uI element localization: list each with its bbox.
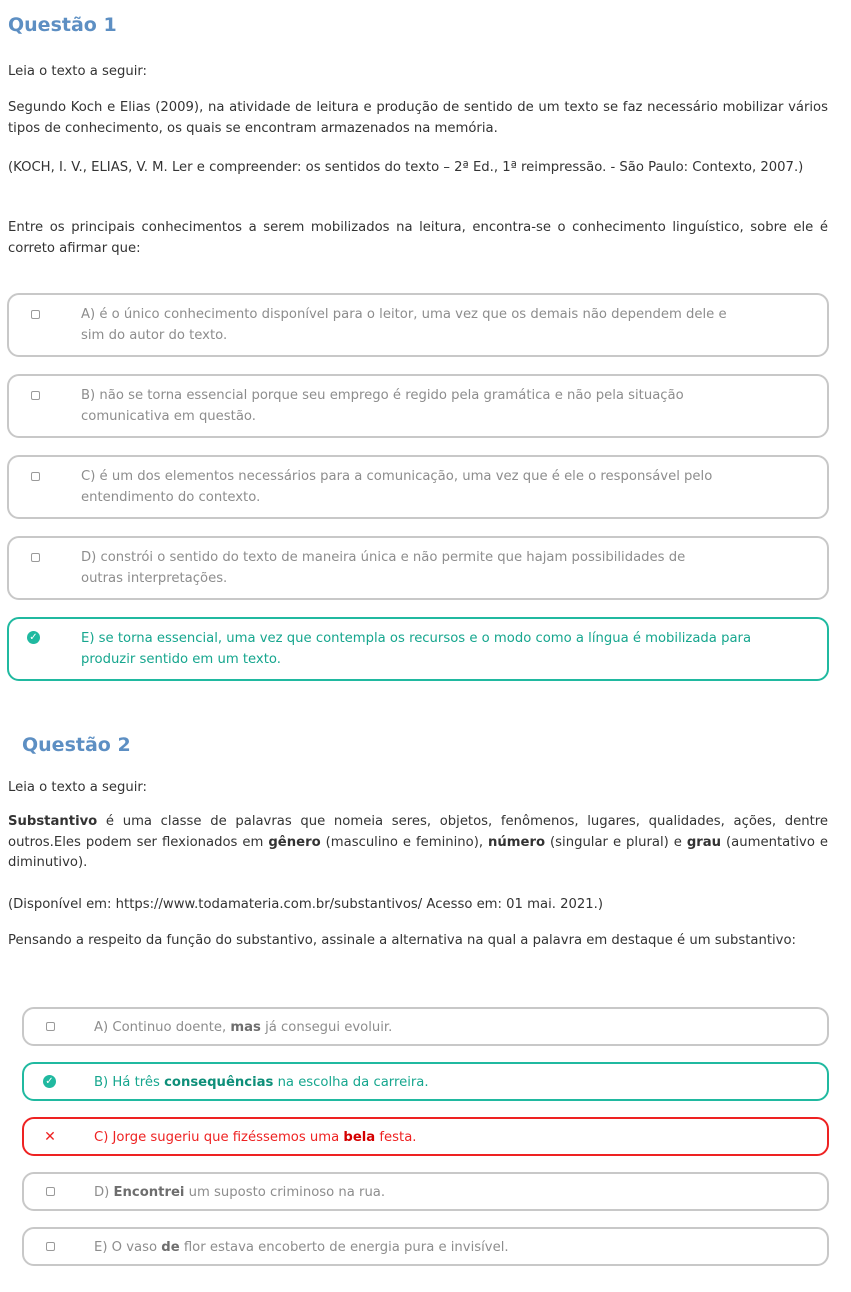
check-circle-icon: ✓ <box>43 1075 56 1088</box>
question-2-citation: (Disponível em: https://www.todamateria.com.br/substantivos/ Acesso em: 01 mai. 2021.) <box>8 897 604 912</box>
option-label: A) é o único conhecimento disponível para o leitor, uma vez que os demais não dependem dele e sim do autor do texto. <box>81 307 727 343</box>
question-1-citation: (KOCH, I. V., ELIAS, V. M. Ler e compreender: os sentidos do texto – 2ª Ed., 1ª reimpressão. - São Paulo: Contexto, 2007.) <box>8 160 804 175</box>
option-label: D) constrói o sentido do texto de maneira única e não permite que hajam possibilidades de outras interpretações. <box>81 550 686 586</box>
checkbox-icon <box>29 551 43 565</box>
checkbox-icon <box>44 1185 58 1199</box>
option-label: C) é um dos elementos necessários para a comunicação, uma vez que é ele o responsável pelo entendimento do contexto. <box>81 469 713 505</box>
check-circle-icon: ✓ <box>27 631 40 644</box>
question-2-title: Questão 2 <box>22 734 131 756</box>
question-1-text: Segundo Koch e Elias (2009), na atividade de leitura e produção de sentido de um texto se faz necessário mobilizar vários tipos de conhecimento, os quais se encontram armazenados na memória. <box>8 100 828 136</box>
question-1-prompt: Entre os principais conhecimentos a serem mobilizados na leitura, encontra-se o conhecimento linguístico, sobre ele é correto afirmar que: <box>8 220 828 256</box>
question-1-option-b[interactable] <box>7 374 829 438</box>
question-2-option-a[interactable] <box>22 1007 829 1046</box>
bold-term: Substantivo <box>8 814 98 829</box>
checkbox-icon <box>44 1020 58 1034</box>
question-1-option-a[interactable] <box>7 293 829 357</box>
question-1-option-e[interactable] <box>7 617 829 681</box>
question-2-intro: Leia o texto a seguir: <box>8 780 147 795</box>
option-label: E) O vaso de flor estava encoberto de energia pura e invisível. <box>94 1240 509 1255</box>
option-label: C) Jorge sugeriu que fizéssemos uma bela festa. <box>94 1130 417 1145</box>
checkbox-icon <box>29 470 43 484</box>
question-1-option-c[interactable] <box>7 455 829 519</box>
question-2-option-c[interactable] <box>22 1117 829 1156</box>
option-label: B) não se torna essencial porque seu emprego é regido pela gramática e não pela situação comunicativa em questão. <box>81 388 684 424</box>
checkbox-icon <box>29 308 43 322</box>
bold-term: grau <box>686 834 722 850</box>
checkbox-icon <box>29 389 43 403</box>
question-2-prompt: Pensando a respeito da função do substantivo, assinale a alternativa na qual a palavra em destaque é um substantivo: <box>8 933 796 948</box>
bold-term: número <box>488 834 546 850</box>
question-1-option-d[interactable] <box>7 536 829 600</box>
option-label: B) Há três consequências na escolha da carreira. <box>94 1075 429 1090</box>
question-2-option-e[interactable] <box>22 1227 829 1266</box>
checkbox-icon <box>44 1240 58 1254</box>
question-2-text: Substantivo é uma classe de palavras que nomeia seres, objetos, fenômenos, lugares, qualidades, ações, dentre outros.Eles podem ser flexionados em gênero (masculino e feminino), número (singular e plural) e grau (aumentativo e diminutivo). <box>8 814 828 870</box>
question-2-option-d[interactable] <box>22 1172 829 1211</box>
option-label: D) Encontrei um suposto criminoso na rua. <box>94 1185 386 1200</box>
option-label: E) se torna essencial, uma vez que contempla os recursos e o modo como a língua é mobilizada para produzir sentido em um texto. <box>81 631 752 667</box>
question-2-option-b[interactable] <box>22 1062 829 1101</box>
x-icon: ✕ <box>44 1129 56 1145</box>
question-1-title: Questão 1 <box>8 14 117 36</box>
question-1-intro: Leia o texto a seguir: <box>8 64 147 79</box>
bold-term: gênero <box>268 834 321 850</box>
option-label: A) Continuo doente, mas já consegui evoluir. <box>94 1020 393 1035</box>
